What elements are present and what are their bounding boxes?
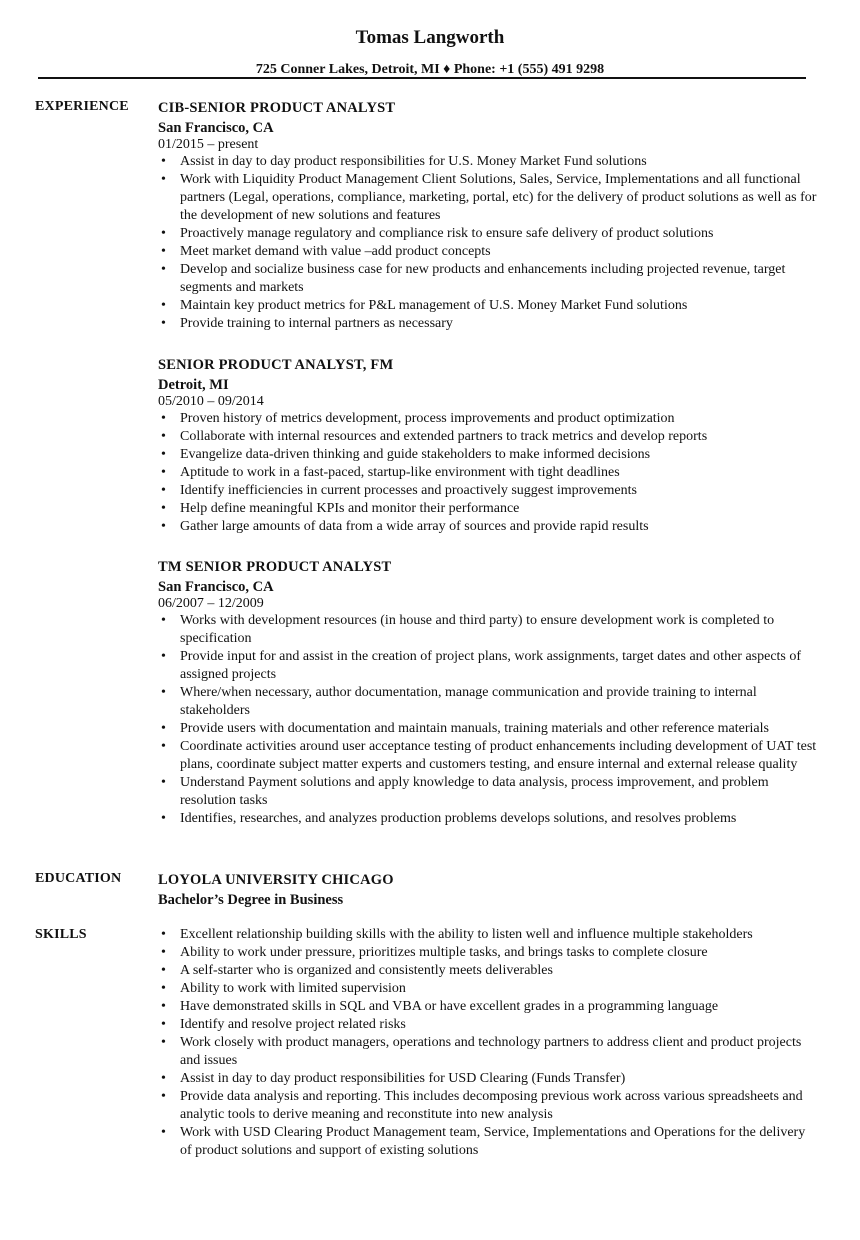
bullet-icon: • bbox=[161, 429, 166, 444]
skills-list bbox=[158, 926, 818, 1160]
job-title: CIB-SENIOR PRODUCT ANALYST bbox=[158, 100, 396, 116]
bullet-icon: • bbox=[161, 483, 166, 498]
bullet-icon: • bbox=[161, 298, 166, 313]
skills-body bbox=[158, 926, 818, 1160]
section-label-experience: EXPERIENCE bbox=[35, 99, 129, 114]
bullet-icon: • bbox=[161, 316, 166, 331]
bullet-icon: • bbox=[161, 447, 166, 462]
bullet-icon: • bbox=[161, 172, 166, 187]
list-item: • Work with USD Clearing Product Management team, Service, Implementations and Operations for the delivery of product solutions and support of existing solutions bbox=[161, 1125, 806, 1158]
bullet-icon: • bbox=[161, 1017, 166, 1032]
list-item: • Have demonstrated skills in SQL and VBA or have excellent grades in a programming language bbox=[161, 999, 719, 1014]
bullet-icon: • bbox=[161, 465, 166, 480]
list-item: • Maintain key product metrics for P&L management of U.S. Money Market Fund solutions bbox=[161, 298, 688, 313]
bullet-icon: • bbox=[161, 1125, 166, 1140]
bullet-icon: • bbox=[161, 244, 166, 259]
bullet-icon: • bbox=[161, 927, 166, 942]
list-item: • Provide users with documentation and maintain manuals, training materials and other reference materials bbox=[161, 721, 769, 736]
list-item: • Assist in day to day product responsibilities for U.S. Money Market Fund solutions bbox=[161, 154, 647, 169]
section-label-education: EDUCATION bbox=[35, 871, 122, 886]
list-item: • Identify inefficiencies in current processes and proactively suggest improvements bbox=[161, 483, 637, 498]
bullet-icon: • bbox=[161, 981, 166, 996]
resume-header bbox=[0, 26, 860, 79]
bullet-icon: • bbox=[161, 999, 166, 1014]
bullet-icon: • bbox=[161, 721, 166, 736]
list-item: • Excellent relationship building skills with the ability to listen well and influence multiple stakeholders bbox=[161, 927, 753, 942]
education-body bbox=[158, 871, 818, 909]
job-dates: 06/2007 – 12/2009 bbox=[158, 596, 264, 611]
list-item: • Meet market demand with value –add product concepts bbox=[161, 244, 491, 259]
bullet-icon: • bbox=[161, 811, 166, 826]
bullet-icon: • bbox=[161, 411, 166, 426]
degree: Bachelor’s Degree in Business bbox=[158, 892, 344, 908]
bullet-icon: • bbox=[161, 1035, 166, 1050]
job-title: TM SENIOR PRODUCT ANALYST bbox=[158, 559, 392, 575]
bullet-icon: • bbox=[161, 775, 166, 790]
list-item: • Work closely with product managers, operations and technology partners to address client and product projects and issues bbox=[161, 1035, 802, 1068]
job-location: Detroit, MI bbox=[158, 377, 229, 393]
bullet-icon: • bbox=[161, 613, 166, 628]
list-item: • Help define meaningful KPIs and monitor their performance bbox=[161, 501, 520, 516]
list-item: • Provide input for and assist in the creation of project plans, work assignments, target dates and other aspects of assigned projects bbox=[161, 649, 802, 682]
list-item: • Works with development resources (in house and third party) to ensure development work is completed to specification bbox=[161, 613, 775, 646]
list-item: • Where/when necessary, author documentation, manage communication and provide training to internal stakeholders bbox=[161, 685, 757, 718]
list-item: • Aptitude to work in a fast-paced, startup-like environment with tight deadlines bbox=[161, 465, 620, 480]
section-label-skills: SKILLS bbox=[35, 927, 87, 942]
list-item: • Assist in day to day product responsibilities for USD Clearing (Funds Transfer) bbox=[161, 1071, 626, 1086]
list-item: • Gather large amounts of data from a wide array of sources and provide rapid results bbox=[161, 519, 649, 534]
job-bullets bbox=[158, 410, 818, 536]
contact-line: 725 Conner Lakes, Detroit, MI ♦ Phone: +1 (555) 491 9298 bbox=[255, 62, 605, 77]
job-bullets bbox=[158, 153, 818, 333]
bullet-icon: • bbox=[161, 519, 166, 534]
job-entry bbox=[158, 558, 818, 828]
bullet-icon: • bbox=[161, 154, 166, 169]
candidate-name: Tomas Langworth bbox=[355, 27, 505, 48]
list-item: • Identifies, researches, and analyzes production problems develops solutions, and resolves problems bbox=[161, 811, 737, 826]
job-title: SENIOR PRODUCT ANALYST, FM bbox=[158, 357, 394, 373]
list-item: • Provide training to internal partners as necessary bbox=[161, 316, 453, 331]
bullet-icon: • bbox=[161, 739, 166, 754]
bullet-icon: • bbox=[161, 1071, 166, 1086]
bullet-icon: • bbox=[161, 945, 166, 960]
job-location: San Francisco, CA bbox=[158, 120, 274, 136]
list-item: • Collaborate with internal resources and extended partners to track metrics and develop reports bbox=[161, 429, 708, 444]
list-item: • Proactively manage regulatory and compliance risk to ensure safe delivery of product solutions bbox=[161, 226, 714, 241]
job-dates: 05/2010 – 09/2014 bbox=[158, 394, 264, 409]
list-item: • Develop and socialize business case for new products and enhancements including projected revenue, target segments and markets bbox=[161, 262, 786, 295]
header-divider bbox=[38, 77, 806, 79]
list-item: • Work with Liquidity Product Management Client Solutions, Sales, Service, Implementations and all functional partners (Legal, operations, compliance, marketing, portal, etc) for the delivery of product solutions as well as for the development of new solutions and features bbox=[161, 172, 817, 223]
job-bullets bbox=[158, 612, 818, 828]
bullet-icon: • bbox=[161, 501, 166, 516]
list-item: • Coordinate activities around user acceptance testing of product enhancements including development of UAT test plans, coordinate subject matter experts and customers testing, and ensure internal and external release quality bbox=[161, 739, 817, 772]
list-item: • Provide data analysis and reporting. This includes decomposing previous work across various spreadsheets and analytic tools to derive meaning and reconstitute into new analysis bbox=[161, 1089, 803, 1122]
bullet-icon: • bbox=[161, 685, 166, 700]
job-entry bbox=[158, 99, 818, 333]
list-item: • A self-starter who is organized and consistently meets deliverables bbox=[161, 963, 553, 978]
bullet-icon: • bbox=[161, 963, 166, 978]
list-item: • Ability to work under pressure, prioritizes multiple tasks, and brings tasks to complete closure bbox=[161, 945, 708, 960]
bullet-icon: • bbox=[161, 1089, 166, 1104]
job-location: San Francisco, CA bbox=[158, 579, 274, 595]
bullet-icon: • bbox=[161, 226, 166, 241]
bullet-icon: • bbox=[161, 649, 166, 664]
list-item: • Ability to work with limited supervision bbox=[161, 981, 406, 996]
list-item: • Understand Payment solutions and apply knowledge to data analysis, process improvement, and problem resolution tasks bbox=[161, 775, 769, 808]
list-item: • Proven history of metrics development, process improvements and product optimization bbox=[161, 411, 675, 426]
job-dates: 01/2015 – present bbox=[158, 137, 259, 152]
list-item: • Identify and resolve project related risks bbox=[161, 1017, 406, 1032]
bullet-icon: • bbox=[161, 262, 166, 277]
job-entry bbox=[158, 356, 818, 536]
list-item: • Evangelize data-driven thinking and guide stakeholders to make informed decisions bbox=[161, 447, 651, 462]
school-name: LOYOLA UNIVERSITY CHICAGO bbox=[158, 872, 394, 888]
